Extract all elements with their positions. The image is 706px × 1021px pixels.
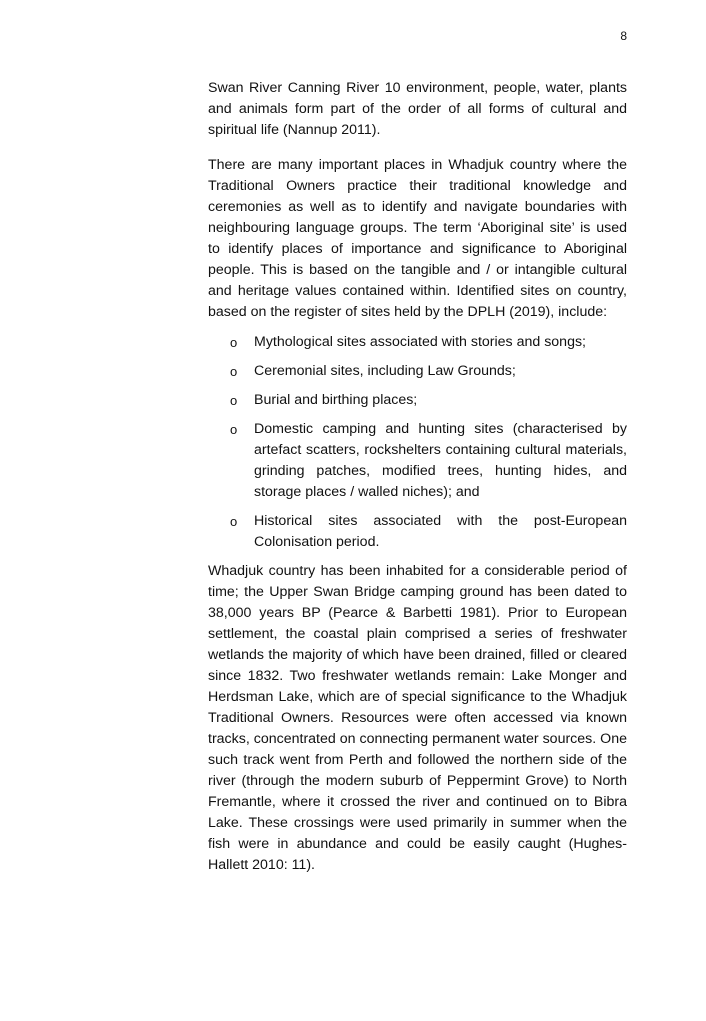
list-item bbox=[208, 361, 627, 382]
list-item-text: Ceremonial sites, including Law Grounds; bbox=[254, 363, 516, 379]
site-types-list bbox=[208, 332, 627, 553]
bullet-icon: o bbox=[230, 422, 238, 437]
bullet-icon: o bbox=[230, 364, 238, 379]
body-text bbox=[208, 78, 627, 876]
list-item-text: Domestic camping and hunting sites (characterised by artefact scatters, rockshelters containing cultural materials, grinding patches, modified trees, hunting hides, and storage places / walled niches); and bbox=[254, 421, 627, 500]
list-item bbox=[208, 419, 627, 503]
bullet-icon: o bbox=[230, 514, 238, 529]
paragraph-intro: Swan River Canning River 10 environment, people, water, plants and animals form part of the order of all forms of cultural and spiritual life (Nannup 2011). bbox=[208, 80, 627, 138]
list-item-text: Mythological sites associated with stories and songs; bbox=[254, 334, 586, 350]
list-item-text: Historical sites associated with the post-European Colonisation period. bbox=[254, 513, 627, 550]
list-item bbox=[208, 390, 627, 411]
page-number: 8 bbox=[620, 29, 627, 43]
list-item bbox=[208, 511, 627, 553]
list-item-text: Burial and birthing places; bbox=[254, 392, 418, 408]
list-item bbox=[208, 332, 627, 353]
paragraph-places: There are many important places in Whadjuk country where the Traditional Owners practice their traditional knowledge and ceremonies as well as to identify and navigate boundaries with neighbouring language groups. The term ‘Aboriginal site’ is used to identify places of importance and significance to Aboriginal people. This is based on the tangible and / or intangible cultural and heritage values contained within. Identified sites on country, based on the register of sites held by the DPLH (2019), include: bbox=[208, 157, 627, 320]
bullet-icon: o bbox=[230, 335, 238, 350]
bullet-icon: o bbox=[230, 393, 238, 408]
paragraph-history: Whadjuk country has been inhabited for a considerable period of time; the Upper Swan Bridge camping ground has been dated to 38,000 years BP (Pearce & Barbetti 1981). Prior to European settlement, the coastal plain comprised a series of freshwater wetlands the majority of which have been drained, filled or cleared since 1832. Two freshwater wetlands remain: Lake Monger and Herdsman Lake, which are of special significance to the Whadjuk Traditional Owners. Resources were often accessed via known tracks, concentrated on connecting permanent water sources. One such track went from Perth and followed the northern side of the river (through the modern suburb of Peppermint Grove) to North Fremantle, where it crossed the river and continued on to Bibra Lake. These crossings were used primarily in summer when the fish were in abundance and could be easily caught (Hughes-Hallett 2010: 11). bbox=[208, 563, 627, 873]
